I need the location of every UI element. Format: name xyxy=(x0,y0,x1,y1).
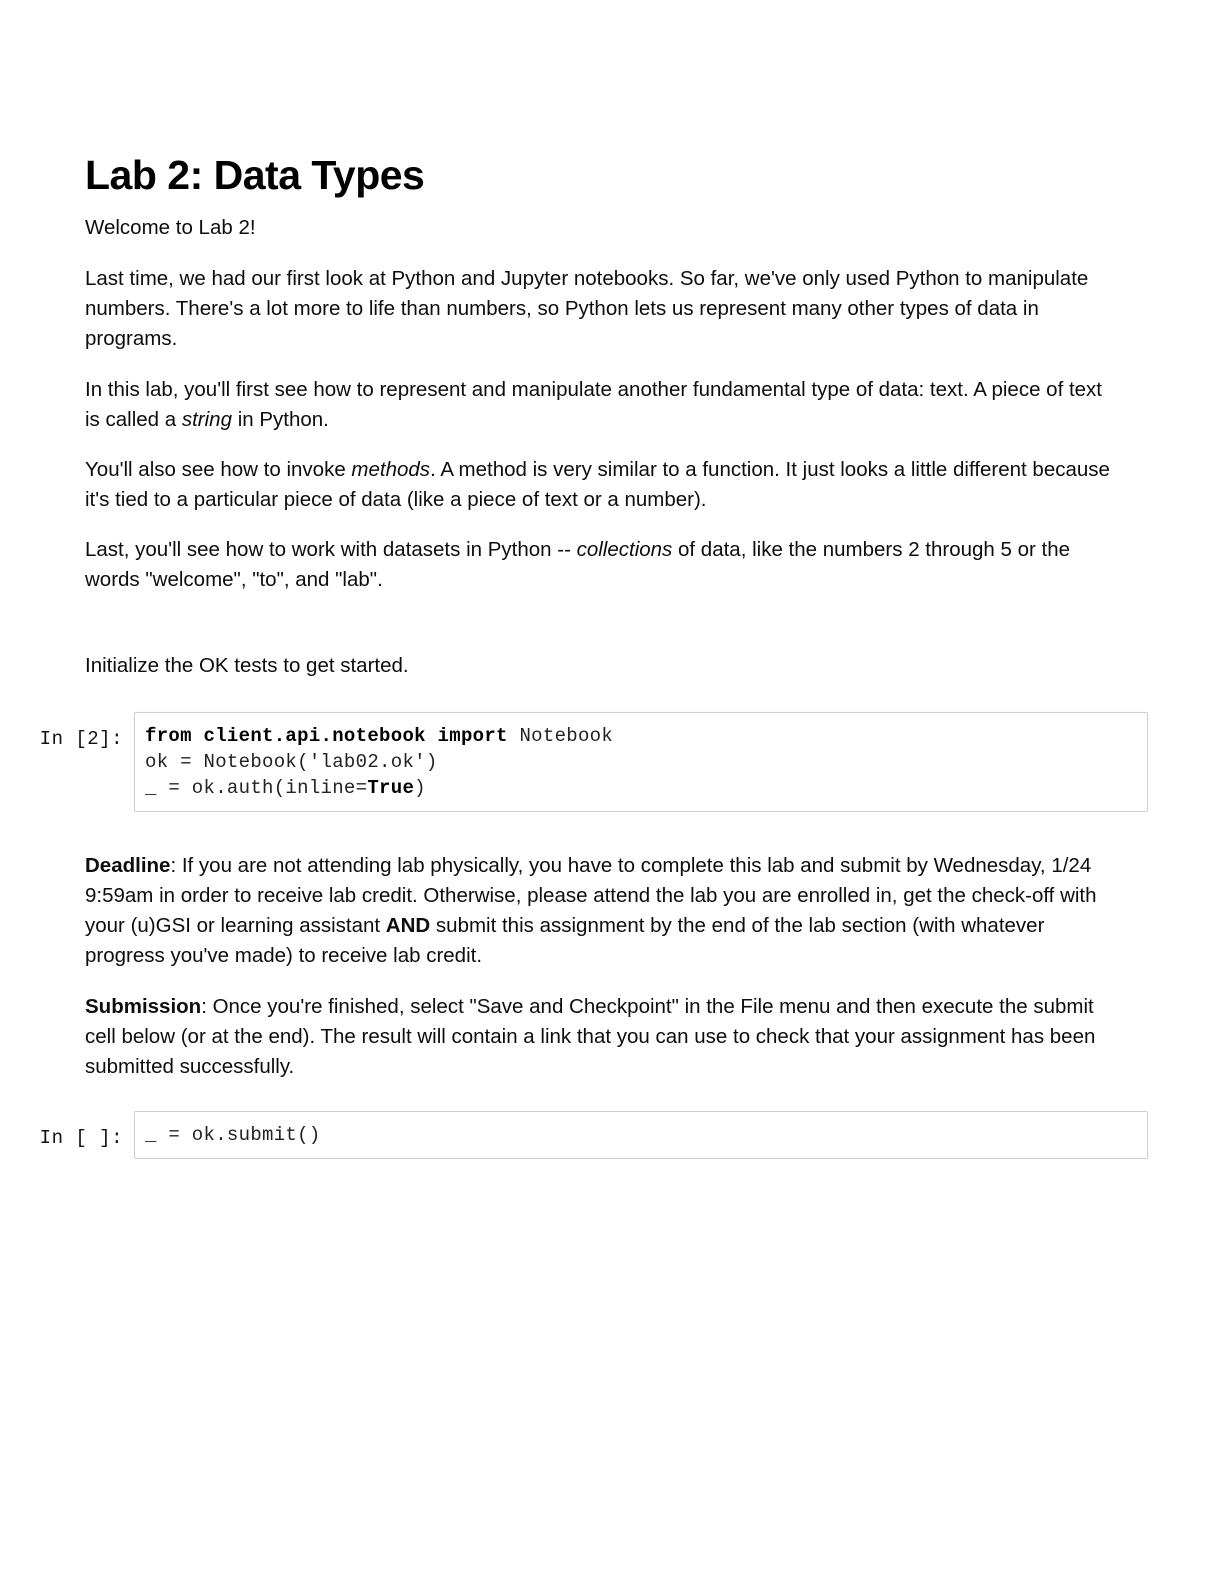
deadline-label: Deadline xyxy=(85,854,171,877)
strings-text-pre: In this lab, you'll first see how to represent and manipulate another fundamental type of data: text. A piece of text is called a xyxy=(85,378,1103,431)
paragraph-text xyxy=(85,992,1121,1082)
deadline-body: : If you are not attending lab physically, you have to complete this lab and submit by Wednesday, 1/24 9:59am in order to receive lab credit. Otherwise, please attend the lab you are enrolled in, get the check-off with your (u)GSI or learning assistant xyxy=(85,854,1097,937)
code-editor[interactable] xyxy=(134,1111,1148,1159)
paragraph-text xyxy=(85,535,1121,595)
paragraph-strings xyxy=(85,375,1121,435)
code-line-2: ok = Notebook('lab02.ok') xyxy=(145,751,438,773)
code-identifier-notebook: Notebook xyxy=(507,725,614,747)
paragraph-methods xyxy=(85,455,1121,515)
code-content[interactable]: _ = ok.submit() xyxy=(145,1124,321,1146)
code-editor[interactable] xyxy=(134,712,1148,812)
deadline-tail: submit this assignment by the end of the lab section (with whatever progress you've made) to receive lab credit. xyxy=(85,914,1045,967)
code-cell-submit[interactable] xyxy=(23,1111,1148,1159)
collections-text-post: of data, like the numbers 2 through 5 or the words "welcome", "to", and "lab". xyxy=(85,538,1071,591)
cell-prompt: In [2]: xyxy=(39,728,123,750)
collections-text-pre: Last, you'll see how to work with datasets in Python -- xyxy=(85,538,577,561)
methods-text-post: . A method is very similar to a function. It just looks a little different because it's tied to a particular piece of data (like a piece of text or a number). xyxy=(85,458,1110,511)
paragraph-text: Welcome to Lab 2! xyxy=(85,216,256,239)
emphasis-collections: collections xyxy=(576,538,673,561)
submission-label: Submission xyxy=(85,995,202,1018)
paragraph-welcome xyxy=(85,213,1121,243)
paragraph-initialize xyxy=(85,651,1121,681)
code-cell-init[interactable] xyxy=(23,712,1148,812)
code-line-3-post: ) xyxy=(414,777,426,799)
paragraph-submission xyxy=(85,992,1121,1082)
paragraph-text: Initialize the OK tests to get started. xyxy=(85,654,409,677)
code-keyword-true: True xyxy=(367,777,415,799)
submission-body: : Once you're finished, select "Save and Checkpoint" in the File menu and then execute the submit cell below (or at the end). The result will contain a link that you can use to check that your assignment has been submitted successfully. xyxy=(85,995,1096,1078)
emphasis-string: string xyxy=(181,408,232,431)
code-content[interactable] xyxy=(145,723,1135,801)
cell-prompt: In [ ]: xyxy=(39,1127,123,1149)
page-title: Lab 2: Data Types xyxy=(85,152,425,198)
deadline-and: AND xyxy=(385,914,431,937)
paragraph-text xyxy=(85,455,1121,515)
code-line-3-pre: _ = ok.auth(inline= xyxy=(145,777,368,799)
paragraph-text xyxy=(85,851,1121,971)
code-keyword-import: from client.api.notebook import xyxy=(145,725,508,747)
strings-text-post: in Python. xyxy=(232,408,329,431)
paragraph-collections xyxy=(85,535,1121,595)
paragraph-text: Last time, we had our first look at Python and Jupyter notebooks. So far, we've only used Python to manipulate numbers. There's a lot more to life than numbers, so Python lets us represent many other types of data in programs. xyxy=(85,267,1089,350)
paragraph-text xyxy=(85,375,1121,435)
paragraph-intro xyxy=(85,264,1121,354)
paragraph-deadline xyxy=(85,851,1121,971)
methods-text-pre: You'll also see how to invoke xyxy=(85,458,352,481)
emphasis-methods: methods xyxy=(351,458,431,481)
